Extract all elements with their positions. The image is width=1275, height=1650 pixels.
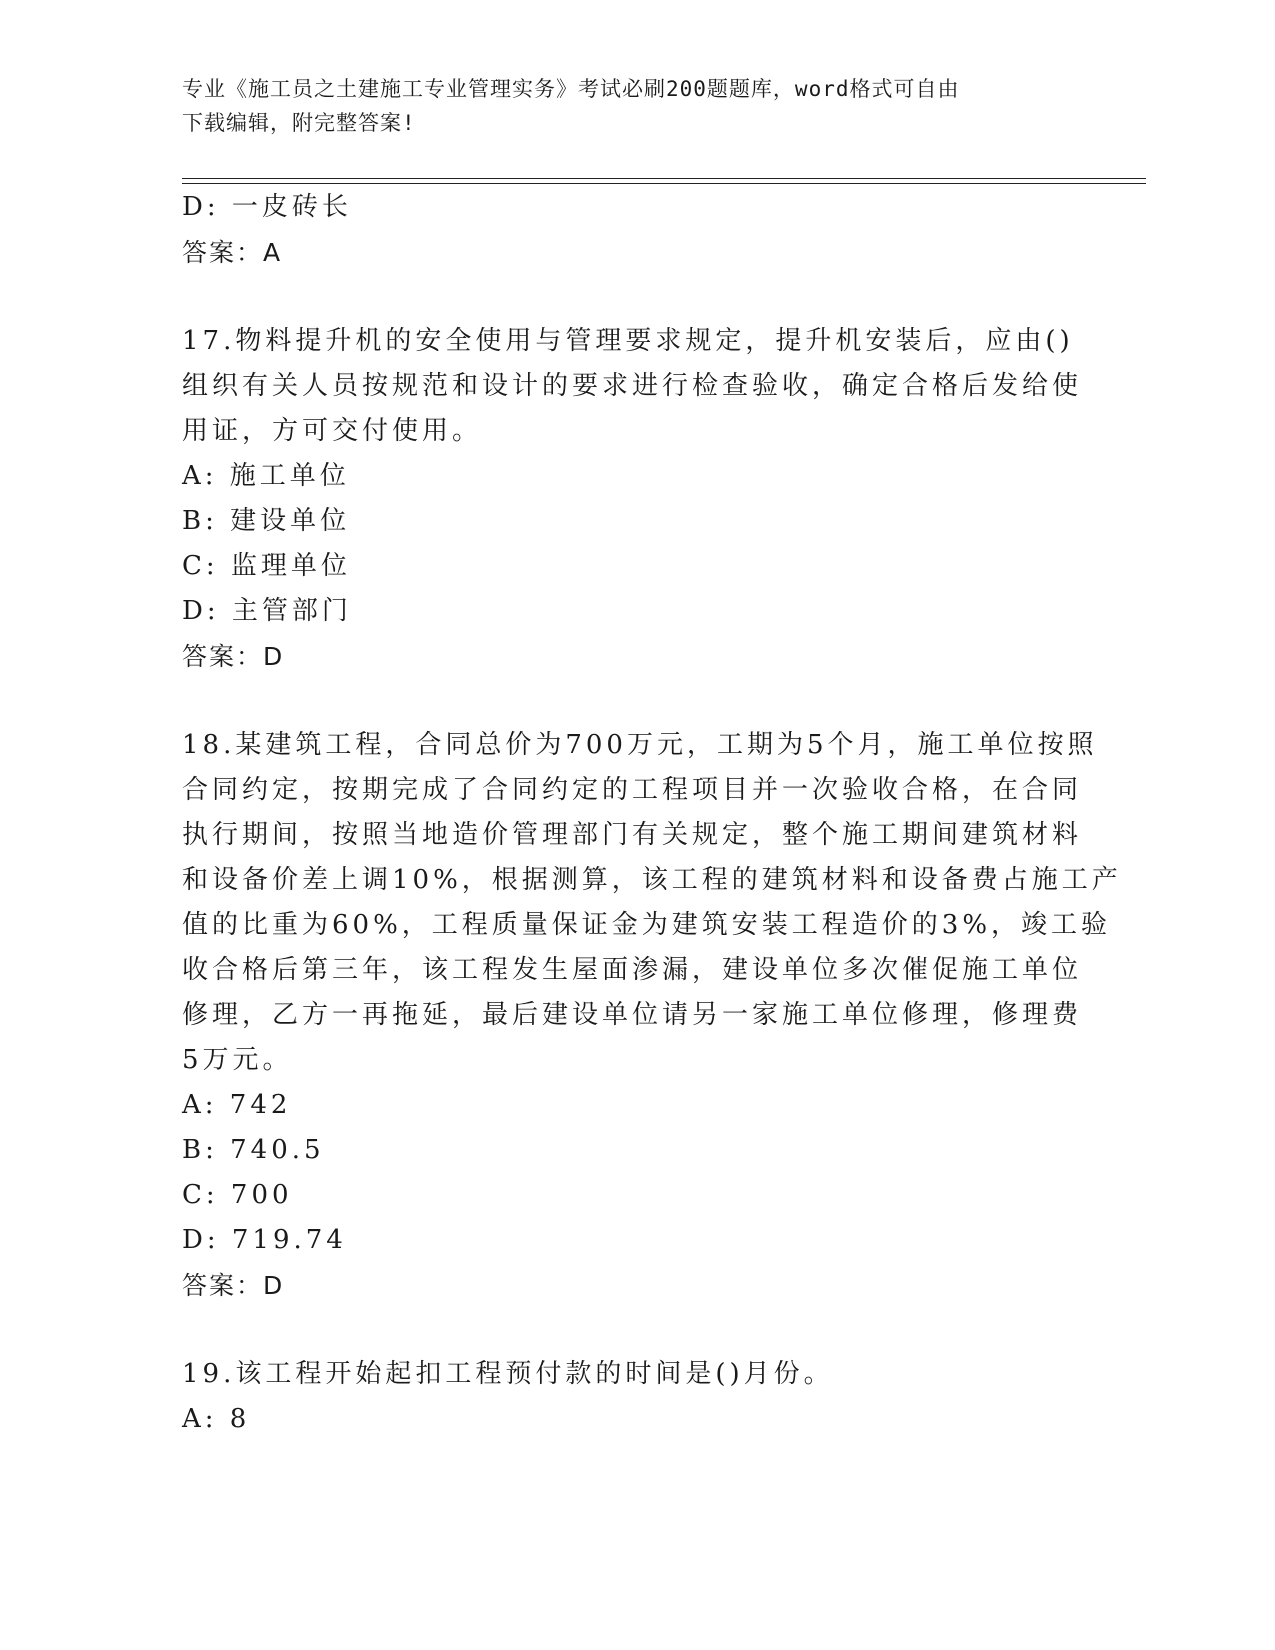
question-19-line-1: 19.该工程开始起扣工程预付款的时间是()月份。	[182, 1359, 834, 1389]
question-18-line-6: 收合格后第三年，该工程发生屋面渗漏，建设单位多次催促施工单位	[182, 955, 1083, 985]
header-title-line-2: 下载编辑，附完整答案!	[182, 111, 416, 135]
question-19	[182, 1352, 1062, 1442]
question-17-option-a: A: 施工单位	[182, 461, 350, 491]
spacer	[182, 275, 1062, 319]
document-header	[182, 72, 1042, 140]
header-divider-top	[182, 178, 1146, 179]
question-18-line-2: 合同约定，按期完成了合同约定的工程项目并一次验收合格，在合同	[182, 775, 1083, 805]
header-divider-bottom	[182, 183, 1146, 184]
spacer	[182, 1308, 1062, 1352]
spacer	[182, 679, 1062, 723]
question-17-option-b: B: 建设单位	[182, 506, 351, 536]
question-18-option-b: B: 740.5	[182, 1135, 325, 1165]
question-18-line-3: 执行期间，按照当地造价管理部门有关规定，整个施工期间建筑材料	[182, 820, 1083, 850]
question-18-line-5: 值的比重为60%，工程质量保证金为建筑安装工程造价的3%，竣工验	[182, 910, 1112, 940]
prev-option-d: D: 一皮砖长	[182, 192, 352, 222]
question-18-option-d: D: 719.74	[182, 1225, 347, 1255]
question-19-option-a: A: 8	[182, 1404, 251, 1434]
question-18-line-1: 18.某建筑工程，合同总价为700万元，工期为5个月，施工单位按照	[182, 730, 1098, 760]
question-18-line-4: 和设备价差上调10%，根据测算，该工程的建筑材料和设备费占施工产	[182, 865, 1122, 895]
question-18-line-7: 修理，乙方一再拖延，最后建设单位请另一家施工单位修理，修理费	[182, 1000, 1083, 1030]
question-18	[182, 723, 1122, 1308]
question-17	[182, 319, 1083, 679]
question-17-option-c: C: 监理单位	[182, 551, 351, 581]
prev-answer: 答案：A	[182, 238, 283, 267]
question-17-answer: 答案：D	[182, 642, 285, 671]
question-18-option-a: A: 742	[182, 1090, 292, 1120]
document-body	[182, 185, 1122, 1442]
question-17-line-2: 组织有关人员按规范和设计的要求进行检查验收，确定合格后发给使	[182, 371, 1083, 401]
question-17-line-1: 17.物料提升机的安全使用与管理要求规定，提升机安装后，应由()	[182, 326, 1074, 356]
question-18-option-c: C: 700	[182, 1180, 293, 1210]
header-title-line-1: 专业《施工员之土建施工专业管理实务》考试必刷200题题库，word格式可自由	[182, 77, 960, 101]
question-18-line-8: 5万元。	[182, 1045, 293, 1075]
question-18-answer: 答案：D	[182, 1271, 285, 1300]
question-17-option-d: D: 主管部门	[182, 596, 352, 626]
question-17-line-3: 用证，方可交付使用。	[182, 416, 483, 446]
